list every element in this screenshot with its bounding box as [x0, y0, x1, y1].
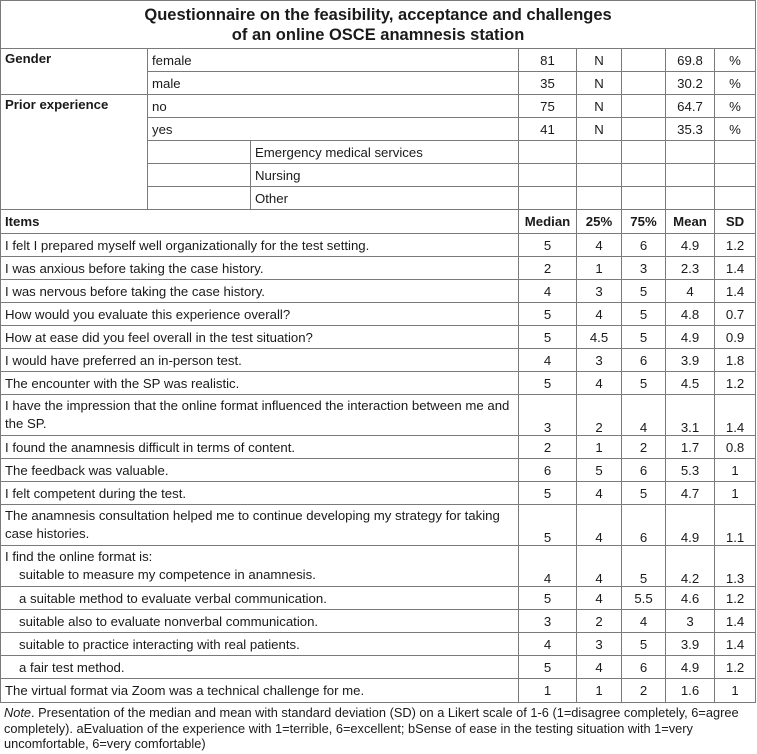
mean-cell: 4.9 [666, 326, 715, 349]
q25-cell: 1 [577, 257, 622, 280]
median-cell: 5 [519, 303, 577, 326]
q25-cell: 4 [577, 656, 622, 679]
median-cell: 5 [519, 587, 577, 610]
empty-cell [148, 164, 251, 187]
q25-cell: 2 [577, 395, 622, 436]
q75-cell: 5 [622, 372, 666, 395]
median-cell: 5 [519, 326, 577, 349]
item-text-cell: The encounter with the SP was realistic. [1, 372, 519, 395]
item-text-cell: How at ease did you feel overall in the test situation? [1, 326, 519, 349]
empty-cell [622, 141, 666, 164]
online-format-option: suitable to measure my competence in anamnesis. [19, 567, 316, 582]
sd-cell: 1.2 [715, 587, 756, 610]
experience-type-cell: Emergency medical services [251, 141, 519, 164]
empty-cell [577, 164, 622, 187]
item-row [1, 326, 756, 349]
gender-label: Gender [1, 49, 148, 95]
q75-cell: 5 [622, 633, 666, 656]
item-row [1, 587, 756, 610]
q25-cell: 2 [577, 610, 622, 633]
median-cell: 4 [519, 633, 577, 656]
q25-cell: 4 [577, 505, 622, 546]
percent-label-cell: % [715, 118, 756, 141]
sd-cell: 0.8 [715, 436, 756, 459]
sd-cell: 1.2 [715, 234, 756, 257]
sd-cell: 1.2 [715, 656, 756, 679]
sd-cell: 1 [715, 482, 756, 505]
q75-cell: 3 [622, 257, 666, 280]
q25-cell: 3 [577, 633, 622, 656]
q25-cell: 5 [577, 459, 622, 482]
item-row [1, 280, 756, 303]
n-label-cell: N [577, 72, 622, 95]
empty-cell [715, 164, 756, 187]
sd-cell: 1 [715, 459, 756, 482]
q25-cell: 4 [577, 587, 622, 610]
n-label-cell: N [577, 95, 622, 118]
count-cell: 41 [519, 118, 577, 141]
table-note [0, 703, 755, 754]
median-cell: 3 [519, 395, 577, 436]
q75-cell: 4 [622, 610, 666, 633]
sd-cell: 0.7 [715, 303, 756, 326]
item-text-cell: a fair test method. [1, 656, 519, 679]
q25-cell: 4 [577, 234, 622, 257]
q75-header: 75% [622, 210, 666, 234]
empty-cell [519, 141, 577, 164]
mean-cell: 1.7 [666, 436, 715, 459]
item-row [1, 633, 756, 656]
item-text-cell: The virtual format via Zoom was a technical challenge for me. [1, 679, 519, 703]
mean-cell: 3 [666, 610, 715, 633]
mean-cell: 3.9 [666, 633, 715, 656]
prior-experience-label: Prior experience [1, 95, 148, 210]
q75-cell: 5 [622, 482, 666, 505]
q25-cell: 4 [577, 546, 622, 587]
empty-cell [622, 72, 666, 95]
count-cell: 75 [519, 95, 577, 118]
item-text-cell: The anamnesis consultation helped me to continue developing my strategy for taking case histories. [1, 505, 519, 546]
percent-label-cell: % [715, 72, 756, 95]
q75-cell: 6 [622, 505, 666, 546]
empty-cell [666, 141, 715, 164]
sd-cell: 1.8 [715, 349, 756, 372]
empty-cell [622, 187, 666, 210]
percent-label-cell: % [715, 95, 756, 118]
mean-header: Mean [666, 210, 715, 234]
median-cell: 3 [519, 610, 577, 633]
median-cell: 4 [519, 280, 577, 303]
experience-type-cell: Other [251, 187, 519, 210]
sd-cell: 1.4 [715, 257, 756, 280]
q75-cell: 6 [622, 349, 666, 372]
item-row [1, 679, 756, 703]
experience-type-cell: Nursing [251, 164, 519, 187]
median-cell: 4 [519, 546, 577, 587]
category-cell: no [148, 95, 519, 118]
item-text-cell: The feedback was valuable. [1, 459, 519, 482]
q25-cell: 4.5 [577, 326, 622, 349]
empty-cell [519, 187, 577, 210]
item-text-cell: I felt I prepared myself well organizationally for the test setting. [1, 234, 519, 257]
mean-cell: 1.6 [666, 679, 715, 703]
q75-cell: 2 [622, 436, 666, 459]
item-text-cell: I would have preferred an in-person test. [1, 349, 519, 372]
percent-cell: 30.2 [666, 72, 715, 95]
item-row [1, 436, 756, 459]
q25-cell: 4 [577, 372, 622, 395]
item-text-cell: I felt competent during the test. [1, 482, 519, 505]
item-row [1, 459, 756, 482]
sd-cell: 1.4 [715, 633, 756, 656]
sd-cell: 1.4 [715, 395, 756, 436]
item-row [1, 656, 756, 679]
item-text-cell: I found the anamnesis difficult in terms of content. [1, 436, 519, 459]
empty-cell [519, 164, 577, 187]
item-text-cell: I was nervous before taking the case history. [1, 280, 519, 303]
mean-cell: 4.9 [666, 234, 715, 257]
note-label: Note [4, 705, 32, 720]
percent-label-cell: % [715, 49, 756, 72]
median-cell: 6 [519, 459, 577, 482]
empty-cell [715, 141, 756, 164]
empty-cell [715, 187, 756, 210]
q25-cell: 1 [577, 436, 622, 459]
q75-cell: 5 [622, 326, 666, 349]
empty-cell [577, 141, 622, 164]
item-row [1, 546, 756, 587]
median-cell: 1 [519, 679, 577, 703]
percent-cell: 69.8 [666, 49, 715, 72]
q75-cell: 5 [622, 546, 666, 587]
mean-cell: 4.6 [666, 587, 715, 610]
sd-cell: 1.2 [715, 372, 756, 395]
mean-cell: 4 [666, 280, 715, 303]
q25-cell: 4 [577, 482, 622, 505]
item-text-cell: How would you evaluate this experience overall? [1, 303, 519, 326]
table-title [1, 1, 756, 49]
median-cell: 5 [519, 656, 577, 679]
sd-cell: 1 [715, 679, 756, 703]
median-header: Median [519, 210, 577, 234]
q75-cell: 4 [622, 395, 666, 436]
item-row [1, 395, 756, 436]
item-row [1, 610, 756, 633]
item-text-cell: a suitable method to evaluate verbal communication. [1, 587, 519, 610]
item-row [1, 303, 756, 326]
q75-cell: 2 [622, 679, 666, 703]
item-text-cell: I have the impression that the online format influenced the interaction between me and the SP. [1, 395, 519, 436]
mean-cell: 4.5 [666, 372, 715, 395]
category-cell: female [148, 49, 519, 72]
online-format-intro: I find the online format is: [5, 549, 153, 564]
category-cell: yes [148, 118, 519, 141]
median-cell: 2 [519, 436, 577, 459]
items-header: Items [1, 210, 519, 234]
item-row [1, 372, 756, 395]
mean-cell: 5.3 [666, 459, 715, 482]
empty-cell [148, 141, 251, 164]
percent-cell: 64.7 [666, 95, 715, 118]
item-text-cell: I was anxious before taking the case history. [1, 257, 519, 280]
empty-cell [148, 187, 251, 210]
q25-cell: 4 [577, 303, 622, 326]
empty-cell [622, 49, 666, 72]
title-line-2: of an online OSCE anamnesis station [231, 26, 525, 44]
empty-cell [622, 118, 666, 141]
sd-cell: 1.1 [715, 505, 756, 546]
table-title-row [1, 1, 756, 49]
median-cell: 5 [519, 234, 577, 257]
items-body [1, 234, 756, 703]
q25-header: 25% [577, 210, 622, 234]
count-cell: 35 [519, 72, 577, 95]
n-label-cell: N [577, 118, 622, 141]
empty-cell [666, 164, 715, 187]
q75-cell: 6 [622, 234, 666, 257]
prior-no-row [1, 95, 756, 118]
n-label-cell: N [577, 49, 622, 72]
note-text: . Presentation of the median and mean with standard deviation (SD) on a Likert scale of 1-6 (1=disagree completely, 6=agree completely). aEvaluation of the experience with 1=terrible, 6=excellent; bSense of ease in the testing situation with 1=very uncomfortable, 6=very comfortable) [4, 705, 739, 751]
item-text-cell: suitable also to evaluate nonverbal communication. [1, 610, 519, 633]
category-cell: male [148, 72, 519, 95]
mean-cell: 4.9 [666, 656, 715, 679]
median-cell: 5 [519, 372, 577, 395]
item-text-cell: suitable to practice interacting with real patients. [1, 633, 519, 656]
item-row [1, 257, 756, 280]
empty-cell [622, 164, 666, 187]
q75-cell: 5 [622, 303, 666, 326]
sd-cell: 0.9 [715, 326, 756, 349]
percent-cell: 35.3 [666, 118, 715, 141]
q75-cell: 5 [622, 280, 666, 303]
median-cell: 5 [519, 482, 577, 505]
item-text-cell [1, 546, 519, 587]
title-line-1: Questionnaire on the feasibility, acceptance and challenges [144, 6, 612, 24]
item-row [1, 349, 756, 372]
median-cell: 2 [519, 257, 577, 280]
count-cell: 81 [519, 49, 577, 72]
q75-cell: 6 [622, 459, 666, 482]
empty-cell [666, 187, 715, 210]
mean-cell: 3.9 [666, 349, 715, 372]
item-row [1, 505, 756, 546]
q25-cell: 1 [577, 679, 622, 703]
mean-cell: 4.9 [666, 505, 715, 546]
q75-cell: 5.5 [622, 587, 666, 610]
sd-cell: 1.4 [715, 280, 756, 303]
mean-cell: 3.1 [666, 395, 715, 436]
median-cell: 5 [519, 505, 577, 546]
q25-cell: 3 [577, 349, 622, 372]
mean-cell: 2.3 [666, 257, 715, 280]
gender-female-row [1, 49, 756, 72]
mean-cell: 4.8 [666, 303, 715, 326]
mean-cell: 4.7 [666, 482, 715, 505]
mean-cell: 4.2 [666, 546, 715, 587]
q75-cell: 6 [622, 656, 666, 679]
q25-cell: 3 [577, 280, 622, 303]
sd-header: SD [715, 210, 756, 234]
sd-cell: 1.4 [715, 610, 756, 633]
item-row [1, 234, 756, 257]
empty-cell [577, 187, 622, 210]
median-cell: 4 [519, 349, 577, 372]
empty-cell [622, 95, 666, 118]
item-row [1, 482, 756, 505]
items-header-row [1, 210, 756, 234]
sd-cell: 1.3 [715, 546, 756, 587]
